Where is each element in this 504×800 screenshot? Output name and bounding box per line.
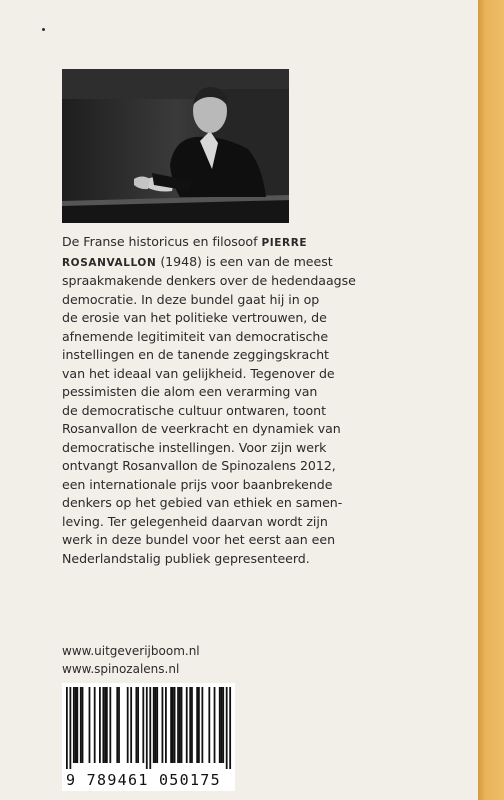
prize-url: www.spinozalens.nl xyxy=(62,662,180,676)
blurb-text: Nederlandstalig publiek gepresenteerd. xyxy=(62,550,310,566)
blurb-line xyxy=(62,402,462,421)
blurb-line xyxy=(62,346,462,365)
blurb-text: de democratische cultuur ontwaren, toont xyxy=(62,402,326,418)
barcode-bar xyxy=(226,687,228,769)
blurb-text: afnemende legitimiteit van democratische xyxy=(62,328,329,344)
blurb-line xyxy=(62,291,462,310)
blurb-text: ontvangt Rosanvallon de Spinozalens 2012, xyxy=(62,458,336,473)
blurb-text: de erosie van het politieke vertrouwen, de xyxy=(62,310,327,325)
blurb-text: van het ideaal van gelijkheid. Tegenover de xyxy=(62,365,335,381)
barcode-bar xyxy=(82,687,84,763)
blurb-line xyxy=(62,383,462,402)
blurb-line xyxy=(62,420,462,439)
barcode-bar xyxy=(135,687,137,763)
barcode-bar xyxy=(69,687,71,769)
barcode-bar xyxy=(221,687,223,763)
barcode-bar xyxy=(198,687,200,763)
barcode-bar xyxy=(94,687,96,763)
blurb-text: (1948) is een van de meest xyxy=(156,253,333,269)
barcode-bar xyxy=(172,687,174,763)
isbn-number: 9 789461 050175 xyxy=(66,771,221,789)
barcode-bar xyxy=(181,687,183,763)
blurb-line xyxy=(62,476,462,495)
barcode-bar xyxy=(80,687,82,763)
spine-edge xyxy=(478,0,504,800)
blurb-text: instellingen en de tanende zeggingskracht xyxy=(62,347,329,362)
print-speck xyxy=(42,28,45,31)
blurb-line xyxy=(62,253,462,273)
barcode-bar xyxy=(127,687,129,763)
barcode-bar xyxy=(186,687,188,763)
blurb-line xyxy=(62,272,462,291)
blurb-line xyxy=(62,457,462,476)
blurb-line xyxy=(62,513,462,532)
publisher-url: www.uitgeverijboom.nl xyxy=(62,644,200,658)
author-name: ROSANVALLON xyxy=(62,256,157,269)
barcode-bar xyxy=(118,687,120,763)
blurb-text: Rosanvallon de veerkracht en dynamiek van xyxy=(62,421,341,436)
blurb-text: democratische instellingen. Voor zijn werk xyxy=(62,439,327,455)
barcode-bar xyxy=(66,687,68,769)
barcode-bar xyxy=(149,687,151,769)
blurb-text: pessimisten die alom een verarming van xyxy=(62,384,318,399)
barcode-bar xyxy=(214,687,216,763)
barcode-bar xyxy=(208,687,210,763)
barcode-bar xyxy=(156,687,158,763)
author-blurb xyxy=(62,233,462,568)
barcode-bar xyxy=(102,687,104,763)
barcode-bar xyxy=(162,687,164,763)
blurb-text: een internationale prijs voor baanbrekende xyxy=(62,476,333,492)
barcode-bar xyxy=(142,687,144,763)
author-name: PIERRE xyxy=(261,237,308,249)
barcode-bars xyxy=(62,683,235,769)
blurb-text: spraakmakende denkers over de hedendaagse xyxy=(62,273,356,288)
barcode-bar xyxy=(73,687,75,763)
barcode-bar xyxy=(177,687,179,763)
isbn-barcode xyxy=(62,683,235,791)
blurb-line xyxy=(62,494,462,513)
barcode-bar xyxy=(99,687,101,763)
blurb-text: democratie. In deze bundel gaat hij in op xyxy=(62,291,320,307)
blurb-text: leving. Ter gelegenheid daarvan wordt zijn xyxy=(62,513,328,529)
barcode-bar xyxy=(76,687,78,763)
barcode-bar xyxy=(106,687,108,763)
blurb-text: De Franse historicus en filosoof xyxy=(62,234,262,249)
barcode-bar xyxy=(170,687,172,763)
barcode-bar xyxy=(109,687,111,763)
barcode-bar xyxy=(146,687,148,769)
barcode-bar xyxy=(219,687,221,763)
barcode-bar xyxy=(201,687,203,763)
barcode-bar xyxy=(104,687,106,763)
blurb-line xyxy=(62,233,462,253)
blurb-line xyxy=(62,550,462,569)
blurb-line xyxy=(62,439,462,458)
blurb-line xyxy=(62,365,462,384)
barcode-bar xyxy=(155,687,157,763)
barcode-bar xyxy=(196,687,198,763)
blurb-line xyxy=(62,328,462,347)
blurb-text: denkers op het gebied van ethiek en samen- xyxy=(62,495,343,510)
blurb-line xyxy=(62,309,462,328)
websites xyxy=(62,642,200,678)
barcode-bar xyxy=(89,687,91,763)
barcode-bar xyxy=(191,687,193,763)
barcode-bar xyxy=(165,687,167,763)
barcode-bar xyxy=(130,687,132,763)
barcode-bar xyxy=(116,687,118,763)
blurb-text: werk in deze bundel voor het eerst aan een xyxy=(62,532,336,547)
blurb-line xyxy=(62,531,462,550)
author-photo xyxy=(62,69,289,223)
barcode-bar xyxy=(222,687,224,763)
barcode-bar xyxy=(229,687,231,769)
barcode-bar xyxy=(179,687,181,763)
barcode-bar xyxy=(75,687,77,763)
barcode-bar xyxy=(153,687,155,763)
barcode-bar xyxy=(189,687,191,763)
barcode-bar xyxy=(137,687,139,763)
barcode-bar xyxy=(174,687,176,763)
